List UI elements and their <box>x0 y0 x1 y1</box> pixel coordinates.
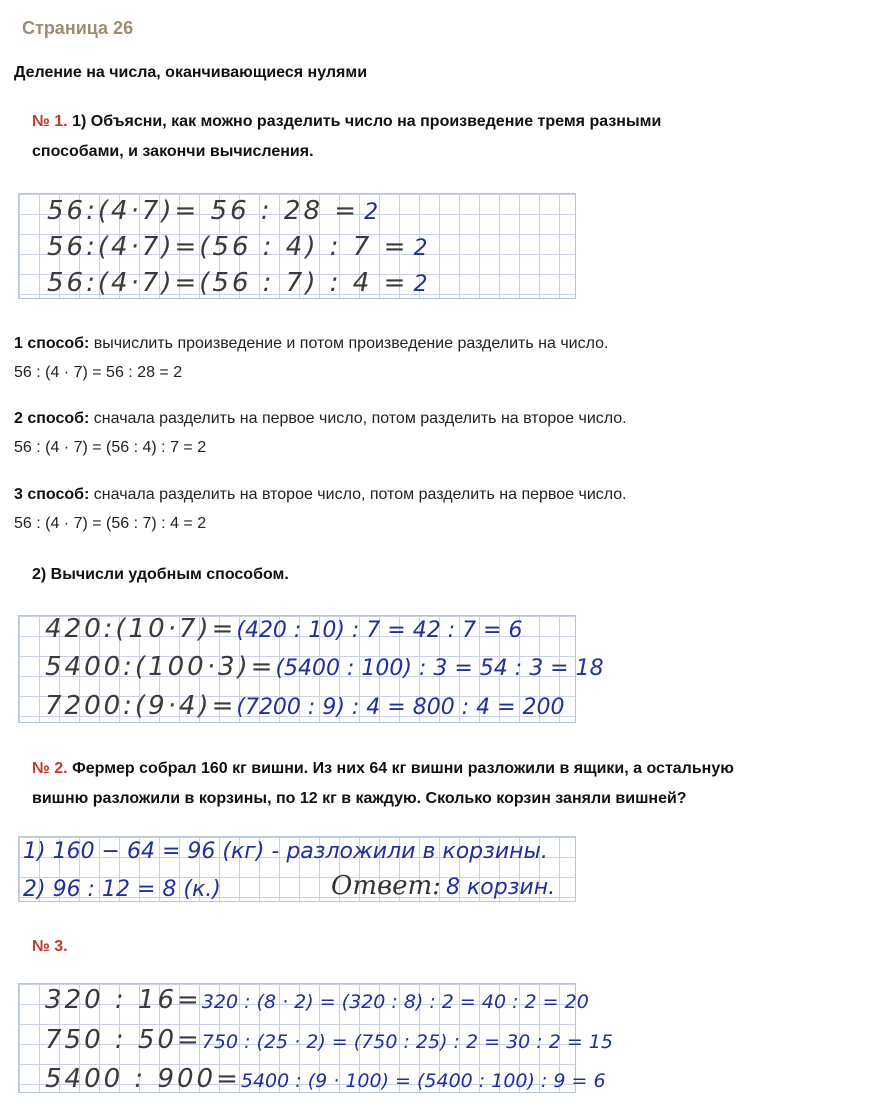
part2-row2 <box>45 654 604 680</box>
task2-line1: 1) 160 − 64 = 96 (кг) - разложили в корзины. <box>23 839 548 864</box>
task3-row2 <box>45 1027 613 1053</box>
task3-row1-written: 320 : (8 · 2) = (320 : 8) : 2 = 40 : 2 = 20 <box>201 991 589 1013</box>
task1-text: 1) Объясни, как можно разделить число на произведение тремя разными <box>72 113 662 130</box>
method1-label: 1 способ: <box>14 335 90 352</box>
task3-row3-written: 5400 : (9 · 100) = (5400 : 100) : 9 = 6 <box>240 1070 606 1092</box>
task3-header <box>32 932 68 962</box>
answer-word: Ответ: <box>331 871 441 901</box>
answer-text: 8 корзин. <box>446 875 556 900</box>
method2-desc: сначала разделить на первое число, потом разделить на второе число. <box>89 410 627 427</box>
part2-row3-written: (7200 : 9) : 4 = 800 : 4 = 200 <box>236 695 565 720</box>
method3-desc: сначала разделить на второе число, потом разделить на первое число. <box>89 486 627 503</box>
method3-expr: 56 : (4 · 7) = (56 : 7) : 4 = 2 <box>14 515 207 532</box>
method3-label: 3 способ: <box>14 486 90 503</box>
task2-text2: вишню разложили в корзины, по 12 кг в каждую. Сколько корзин заняли вишней? <box>32 790 687 807</box>
task2-answer <box>331 873 555 899</box>
part2-row2-written: (5400 : 100) : 3 = 54 : 3 = 18 <box>275 656 604 681</box>
task1-row3-printed: 56:(4·7)=(56 : 7) : 4 = <box>47 268 409 298</box>
method1-desc: вычислить произведение и потом произведение разделить на число. <box>89 335 609 352</box>
task1-row1 <box>47 198 378 224</box>
task1-row3 <box>47 270 427 296</box>
task3-row1 <box>45 987 589 1013</box>
method2-label: 2 способ: <box>14 410 90 427</box>
task1-row3-written: 2 <box>413 272 428 297</box>
task1-row2-written: 2 <box>413 236 428 261</box>
method3-text <box>14 486 627 504</box>
task3-row3 <box>45 1066 606 1092</box>
part2-row2-printed: 5400:(100·3)= <box>45 652 276 682</box>
part2-row1 <box>45 616 523 642</box>
task3-row3-printed: 5400 : 900= <box>45 1064 241 1094</box>
task1-row1-written: 2 <box>364 200 379 225</box>
page-heading: Страница 26 <box>22 18 134 38</box>
method1-text <box>14 335 608 353</box>
task3-row2-printed: 750 : 50= <box>45 1025 202 1055</box>
task1-row2-printed: 56:(4·7)=(56 : 4) : 7 = <box>47 232 409 262</box>
part2-row3 <box>45 693 565 719</box>
task2-text: Фермер собрал 160 кг вишни. Из них 64 кг вишни разложили в ящики, а остальную <box>72 760 734 777</box>
task2-number: № 2. <box>32 760 68 777</box>
task2-grid <box>18 836 576 902</box>
task3-number: № 3. <box>32 938 68 955</box>
method2-expr: 56 : (4 · 7) = (56 : 4) : 7 = 2 <box>14 439 207 456</box>
task3-row2-written: 750 : (25 · 2) = (750 : 25) : 2 = 30 : 2 = 15 <box>201 1031 613 1053</box>
task1-text2: способами, и закончи вычисления. <box>32 143 314 160</box>
topic-title: Деление на числа, оканчивающиеся нулями <box>14 64 368 81</box>
task1-row2 <box>47 234 427 260</box>
task2-line2: 2) 96 : 12 = 8 (к.) <box>23 877 221 902</box>
task1-row1-printed: 56:(4·7)= 56 : 28 = <box>47 196 360 226</box>
task1-header <box>32 107 661 167</box>
method2-text <box>14 410 627 428</box>
part2-row1-printed: 420:(10·7)= <box>45 614 237 644</box>
part2-row1-written: (420 : 10) : 7 = 42 : 7 = 6 <box>236 618 523 643</box>
task1-part2-grid <box>18 614 604 723</box>
task1-part2-text: 2) Вычисли удобным способом. <box>32 566 289 583</box>
method1-expr: 56 : (4 · 7) = 56 : 28 = 2 <box>14 364 183 381</box>
task1-grid <box>18 193 576 299</box>
task1-number: № 1. <box>32 113 68 130</box>
task3-row1-printed: 320 : 16= <box>45 985 202 1015</box>
part2-row3-printed: 7200:(9·4)= <box>45 691 237 721</box>
task3-grid <box>18 983 613 1094</box>
task2-header <box>32 754 734 814</box>
